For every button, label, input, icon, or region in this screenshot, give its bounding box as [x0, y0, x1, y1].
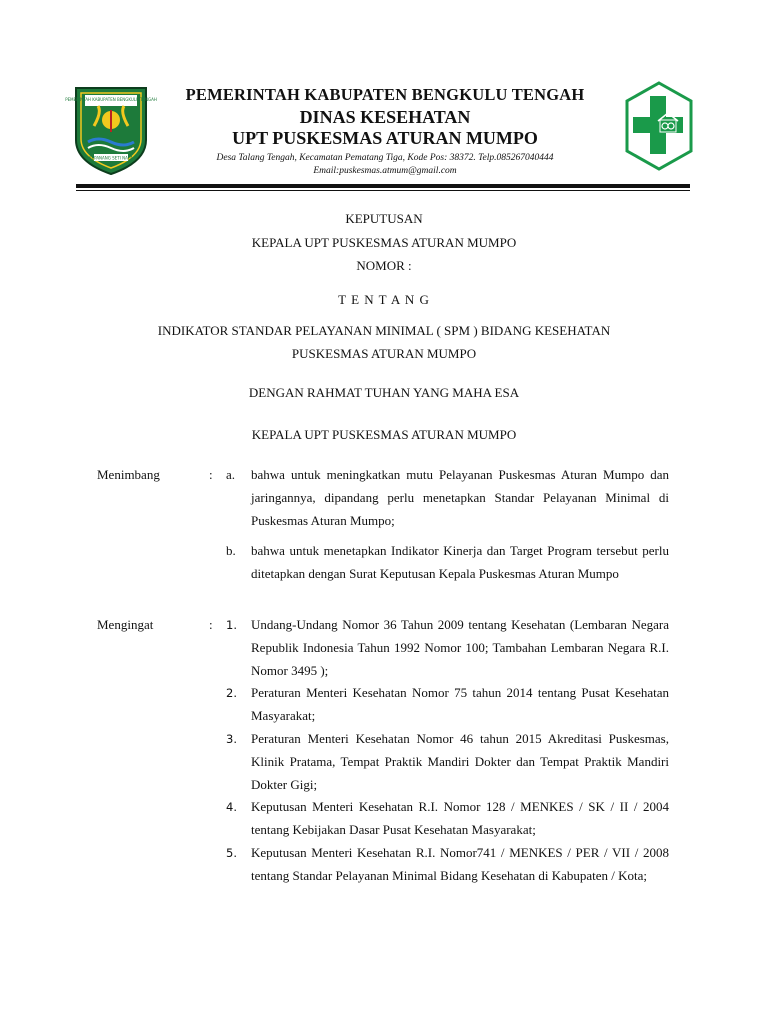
puskesmas-logo — [624, 80, 694, 172]
menimbang-marker-a: a. — [226, 467, 236, 482]
government-name: PEMERINTAH KABUPATEN BENGKULU TENGAH — [185, 85, 585, 104]
mengingat-item-1: Undang-Undang Nomor 36 Tahun 2009 tentang Kesehatan (Lembaran Negara Republik Indonesia Tahun 1992 Nomor 100; Tambahan Lembaran Negara R.I. Nomor 3495 ); — [251, 617, 669, 678]
mengingat-marker-2: 2. — [226, 686, 237, 700]
issuer-line: KEPALA UPT PUSKESMAS ATURAN MUMPO — [251, 427, 517, 442]
department-name: DINAS KESEHATAN — [299, 107, 471, 127]
letterhead-divider-thin — [76, 190, 690, 191]
mengingat-marker-3: 3. — [226, 732, 237, 746]
email-line: Email:puskesmas.atmum@gmail.com — [313, 166, 457, 176]
address-line: Desa Talang Tengah, Kecamatan Pematang Tiga, Kode Pos: 38372. Telp.085267040444 — [216, 153, 554, 163]
letterhead-divider-thick — [76, 184, 690, 188]
menimbang-colon: : — [209, 467, 213, 482]
blessing-line: DENGAN RAHMAT TUHAN YANG MAHA ESA — [248, 385, 520, 400]
decree-subject-line2: PUSKESMAS ATURAN MUMPO — [291, 346, 477, 361]
mengingat-item-3: Peraturan Menteri Kesehatan Nomor 46 tahun 2015 Akreditasi Puskesmas, Klinik Pratama, Tempat Praktik Mandiri Dokter dan Tempat Praktik Mandiri Dokter Gigi; — [251, 731, 669, 792]
menimbang-item-b: bahwa untuk menetapkan Indikator Kinerja dan Target Program tersebut perlu ditetapkan dengan Surat Keputusan Kepala Puskesmas Aturan Mumpo — [251, 543, 669, 581]
mengingat-marker-1: 1. — [226, 618, 237, 632]
decree-number: NOMOR : — [356, 258, 412, 273]
menimbang-item-a: bahwa untuk meningkatkan mutu Pelayanan Puskesmas Aturan Mumpo dan jaringannya, dipandang perlu menetapkan Standar Pelayanan Minimal di Puskesmas Aturan Mumpo; — [251, 467, 669, 528]
mengingat-marker-4: 4. — [226, 800, 237, 814]
decree-about: T E N T A N G — [338, 292, 430, 307]
menimbang-marker-b: b. — [226, 543, 236, 558]
mengingat-label: Mengingat — [97, 617, 154, 632]
decree-heading: KEPUTUSAN — [345, 211, 423, 226]
mengingat-item-4: Keputusan Menteri Kesehatan R.I. Nomor 128 / MENKES / SK / II / 2004 tentang Kebijakan Dasar Pusat Kesehatan Masyarakat; — [251, 799, 669, 837]
mengingat-item-5: Keputusan Menteri Kesehatan R.I. Nomor741 / MENKES / PER / VII / 2008 tentang Standar Pelayanan Minimal Bidang Kesehatan di Kabupaten / Kota; — [251, 845, 669, 883]
mengingat-marker-5: 5. — [226, 846, 237, 860]
health-cross-icon — [624, 80, 694, 172]
menimbang-label: Menimbang — [97, 467, 160, 482]
mengingat-item-2: Peraturan Menteri Kesehatan Nomor 75 tahun 2014 tentang Pusat Kesehatan Masyarakat; — [251, 685, 669, 723]
institution-name: UPT PUSKESMAS ATURAN MUMPO — [232, 128, 538, 148]
mengingat-colon: : — [209, 617, 213, 632]
emblem-text-top: PEMERINTAH KABUPATEN BENGKULU TENGAH — [65, 97, 157, 102]
decree-subject-line1: INDIKATOR STANDAR PELAYANAN MINIMAL ( SPM ) BIDANG KESEHATAN — [157, 323, 611, 338]
regency-emblem-icon — [65, 82, 157, 176]
decree-issuer: KEPALA UPT PUSKESMAS ATURAN MUMPO — [251, 235, 517, 250]
regency-emblem-logo — [65, 82, 157, 176]
emblem-text-bottom: SEPANANG SETI NALA — [89, 155, 133, 161]
